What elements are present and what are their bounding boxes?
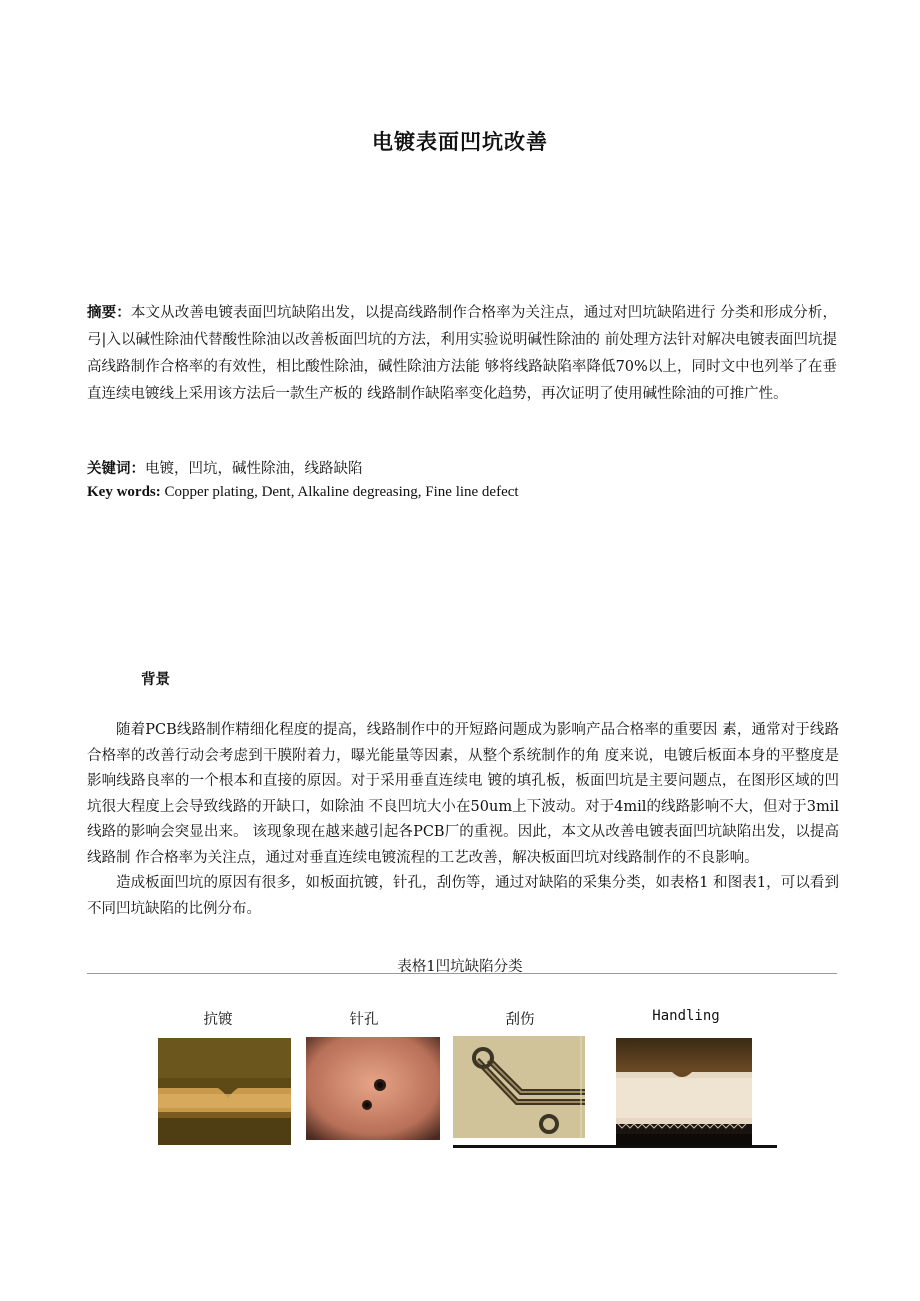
photo-handling bbox=[616, 1038, 752, 1146]
photo-pinhole bbox=[306, 1037, 440, 1140]
column-label-scratch: 刮伤 bbox=[505, 1012, 535, 1028]
table-caption: 表格1凹坑缺陷分类 bbox=[397, 959, 523, 975]
keywords-cn-text: 电镀，凹坑，碱性除油，线路缺陷 bbox=[145, 461, 363, 477]
abstract-text: 本文从改善电镀表面凹坑缺陷出发，以提高线路制作合格率为关注点，通过对凹坑缺陷进行 分类和形成分析，弓|入以碱性除油代替酸性除油以改善板面凹坑的方法，利用实验说明碱性除油的 前处理方法针对解决电镀表面凹坑提高线路制作合格率的有效性，相比酸性除油，碱性除油方法能 够将线路缺陷率降低70%以上，同时文中也列举了在垂直连续电镀线上采用该方法后一款生产板的 线路制作缺陷率变化趋势，再次证明了使用碱性除油的可推广性。 bbox=[87, 305, 838, 402]
photo-plating-resist bbox=[158, 1038, 291, 1145]
column-label-handling: Handling bbox=[652, 1008, 720, 1024]
keywords-en-text: Copper plating, Dent, Alkaline degreasing, Fine line defect bbox=[160, 484, 519, 500]
column-label-plating-resist: 抗镀 bbox=[203, 1012, 233, 1028]
column-label-pinhole: 针孔 bbox=[349, 1012, 379, 1028]
keywords-cn-label: 关键词： bbox=[87, 461, 145, 477]
background-paragraph-1: 随着PCB线路制作精细化程度的提高，线路制作中的开短路问题成为影响产品合格率的重要因 素，通常对于线路合格率的改善行动会考虑到干膜附着力，曝光能量等因素，从整个系统制作的角 度来说，电镀后板面本身的平整度是影响线路良率的一个根本和直接的原因。对于采用垂直连续电 镀的填孔板，板面凹坑是主要问题点，在图形区域的凹坑很大程度上会导致线路的开缺口，如除油 不良凹坑大小在50um上下波动。对于4mil的线路影响不大，但对于3mil线路的影响会突显出来。 该现象现在越来越引起各PCB厂的重视。因此，本文从改善电镀表面凹坑缺陷出发，以提高线路制 作合格率为关注点，通过对垂直连续电镀流程的工艺改善，解决板面凹坑对线路制作的不良影响。 bbox=[87, 722, 839, 866]
background-body bbox=[87, 718, 839, 922]
abstract-label: 摘要： bbox=[87, 305, 131, 321]
keywords-cn bbox=[87, 457, 363, 478]
background-paragraph-2: 造成板面凹坑的原因有很多，如板面抗镀，针孔，刮伤等，通过对缺陷的采集分类，如表格1 和图表1，可以看到不同凹坑缺陷的比例分布。 bbox=[87, 875, 839, 917]
abstract bbox=[87, 300, 837, 408]
keywords-en bbox=[87, 484, 519, 501]
section-heading-background: 背景 bbox=[141, 672, 170, 688]
keywords-en-label: Key words: bbox=[87, 484, 161, 500]
photo-scratch bbox=[453, 1036, 585, 1138]
document-title: 电镀表面凹坑改善 bbox=[372, 130, 548, 154]
